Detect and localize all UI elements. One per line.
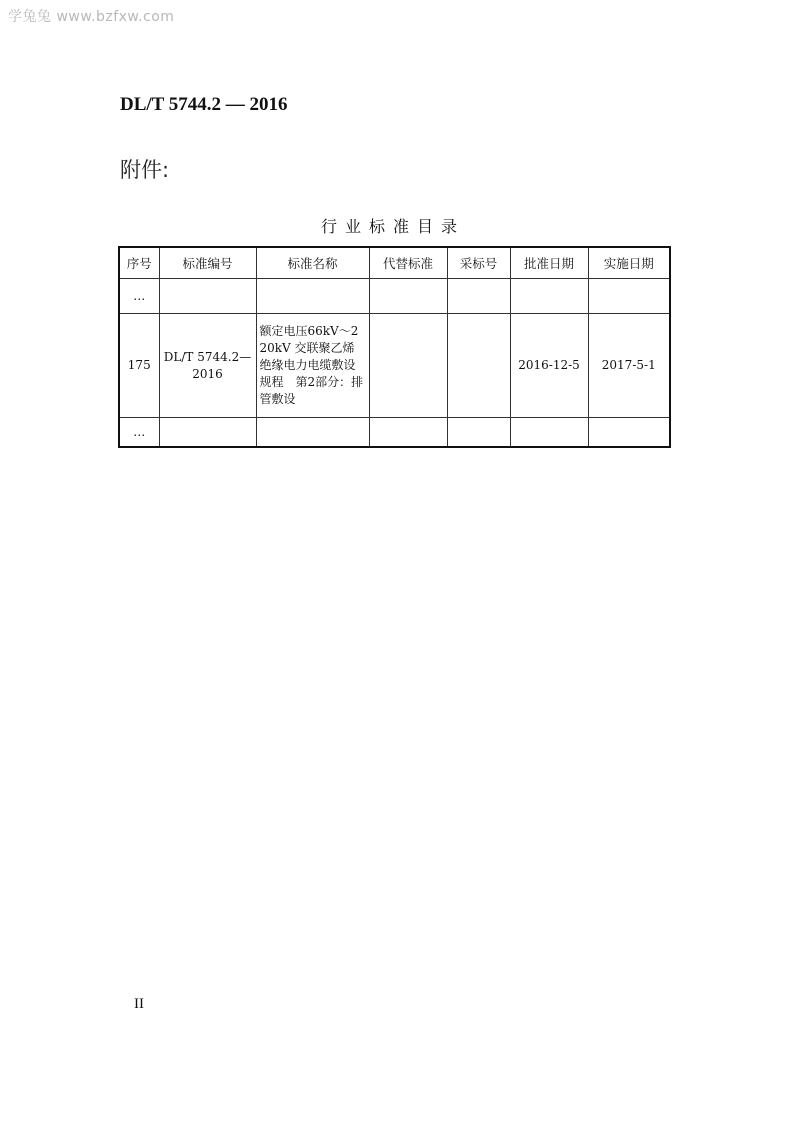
attachment-label: 附件: bbox=[120, 158, 170, 182]
table-cell bbox=[159, 418, 256, 448]
column-header-approval-date: 批准日期 bbox=[510, 247, 588, 279]
column-header-adopted-standard: 采标号 bbox=[447, 247, 510, 279]
table-cell bbox=[510, 279, 588, 314]
table-row bbox=[119, 418, 670, 448]
table-cell bbox=[369, 279, 447, 314]
table-row bbox=[119, 314, 670, 418]
table-cell bbox=[369, 418, 447, 448]
watermark-text: 学兔兔 www.bzfxw.com bbox=[8, 9, 175, 25]
table-cell bbox=[447, 418, 510, 448]
page-number: II bbox=[134, 996, 144, 1012]
document-id: DL/T 5744.2 — 2016 bbox=[120, 94, 288, 115]
table-cell-standard-name: 额定电压66kV～220kV 交联聚乙烯绝缘电力电缆敷设规程 第2部分：排管敷设 bbox=[256, 314, 369, 418]
table-cell bbox=[510, 418, 588, 448]
table-cell-approval-date: 2016-12-5 bbox=[510, 314, 588, 418]
table-cell bbox=[447, 279, 510, 314]
table-header-row bbox=[119, 247, 670, 279]
catalog-title: 行业标准目录 bbox=[320, 217, 465, 236]
column-header-standard-number: 标准编号 bbox=[159, 247, 256, 279]
table-cell-implementation-date: 2017-5-1 bbox=[588, 314, 670, 418]
table-cell-adopted-standard bbox=[447, 314, 510, 418]
column-header-implementation-date: 实施日期 bbox=[588, 247, 670, 279]
table-cell bbox=[588, 279, 670, 314]
table-cell bbox=[588, 418, 670, 448]
column-header-serial: 序号 bbox=[119, 247, 159, 279]
table-cell-serial: … bbox=[119, 279, 159, 314]
table-cell bbox=[256, 418, 369, 448]
table-cell-standard-number: DL/T 5744.2—2016 bbox=[159, 314, 256, 418]
standards-catalog-table bbox=[118, 246, 671, 448]
table-cell-replaced-standard bbox=[369, 314, 447, 418]
column-header-standard-name: 标准名称 bbox=[256, 247, 369, 279]
column-header-replaced-standard: 代替标准 bbox=[369, 247, 447, 279]
table-cell bbox=[256, 279, 369, 314]
table-row bbox=[119, 279, 670, 314]
table-cell-serial: … bbox=[119, 418, 159, 448]
table-cell bbox=[159, 279, 256, 314]
table-cell-serial: 175 bbox=[119, 314, 159, 418]
